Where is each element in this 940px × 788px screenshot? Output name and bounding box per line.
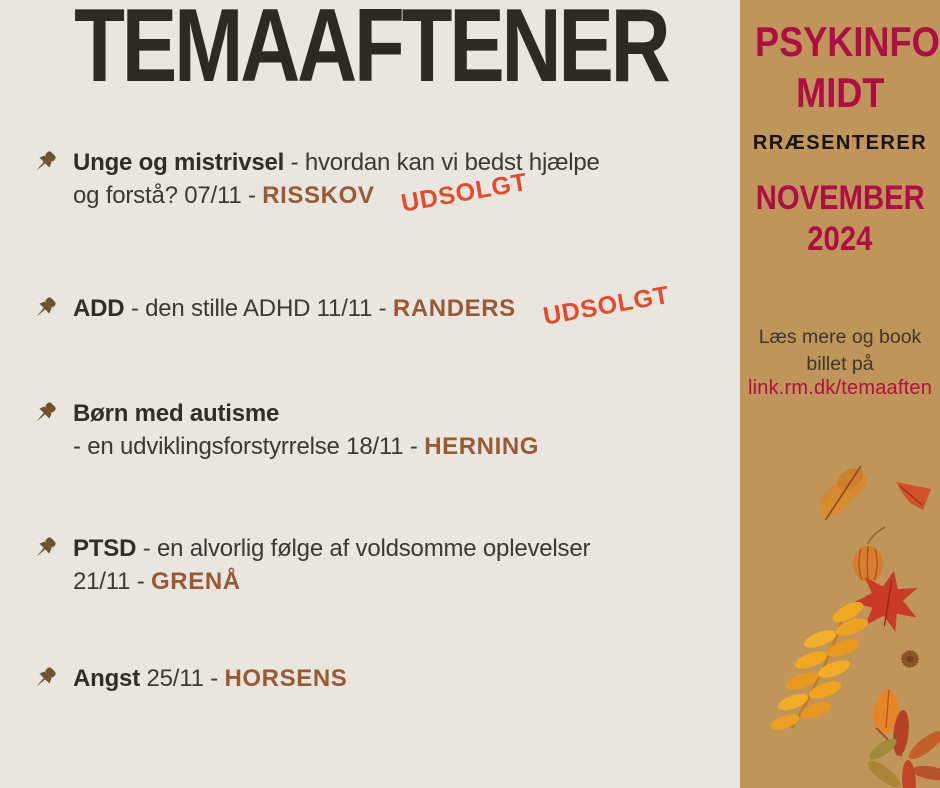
soldout-stamp: UDSOLGT: [540, 280, 672, 331]
autumn-leaves-decoration: [740, 430, 940, 788]
event-text: [73, 146, 728, 218]
event-desc: - hvordan kan vi bedst hjælpe: [290, 149, 600, 176]
red-leaf-fragment-icon: [896, 482, 931, 510]
event-text: [73, 280, 728, 331]
pushpin-icon: [28, 294, 59, 330]
event-venue: RANDERS: [392, 295, 516, 322]
physalis-lantern-icon: [853, 527, 885, 582]
event-venue: HERNING: [424, 433, 540, 460]
event-text: [73, 397, 728, 463]
event-desc: - en alvorlig følge af voldsomme oplevelser: [142, 535, 591, 562]
month-name: NOVEMBER: [755, 179, 925, 217]
rowan-leaf-icon: [769, 598, 871, 733]
pushpin-icon: [28, 148, 59, 184]
event-name: PTSD: [73, 535, 137, 562]
event-name: Børn med autisme: [73, 400, 280, 427]
event-name: Angst: [73, 665, 140, 692]
page-title: [0, 0, 740, 104]
event-text: [73, 662, 728, 695]
pushpin-icon: [28, 534, 59, 570]
cta-line1: Læs mere og book: [758, 326, 922, 348]
booking-link: link.rm.dk/temaaften: [747, 377, 933, 399]
event-venue: HORSENS: [224, 665, 348, 692]
event-text: [73, 532, 728, 598]
event-desc: 25/11 -: [146, 665, 219, 692]
event-item-unge-og-mistrivsel: [28, 146, 728, 218]
event-item-add: [28, 280, 728, 331]
page-title-text: TEMAAFTENER: [74, 0, 668, 104]
brand-line2: MIDT: [795, 69, 885, 116]
brand-title: [740, 16, 940, 118]
oak-leaf-icon: [808, 463, 876, 523]
event-item-angst: [28, 662, 728, 695]
month-label: [740, 178, 940, 260]
event-desc: - en udviklingsforstyrrelse 18/11 -: [73, 433, 418, 460]
brand-line1: PSYKINFO: [755, 18, 940, 65]
event-venue: GRENÅ: [151, 568, 241, 595]
event-item-ptsd: [28, 532, 728, 598]
pushpin-icon: [28, 664, 59, 700]
month-year: 2024: [807, 220, 873, 258]
star-anise-icon: [901, 650, 920, 669]
presents-label: RRÆSENTERER: [752, 132, 928, 154]
cta-line2: billet på: [806, 353, 874, 375]
event-desc: og forstå? 07/11 -: [73, 182, 256, 209]
event-desc: - den stille ADHD 11/11 -: [130, 295, 387, 322]
event-name: ADD: [73, 295, 125, 322]
sidebar: [740, 0, 940, 788]
event-desc: 21/11 -: [73, 568, 145, 595]
pushpin-icon: [28, 399, 59, 435]
cta-text: [740, 324, 940, 378]
soldout-stamp: UDSOLGT: [399, 167, 531, 218]
event-venue: RISSKOV: [262, 182, 375, 209]
event-name: Unge og mistrivsel: [73, 149, 285, 176]
event-item-boern-med-autisme: [28, 397, 728, 463]
